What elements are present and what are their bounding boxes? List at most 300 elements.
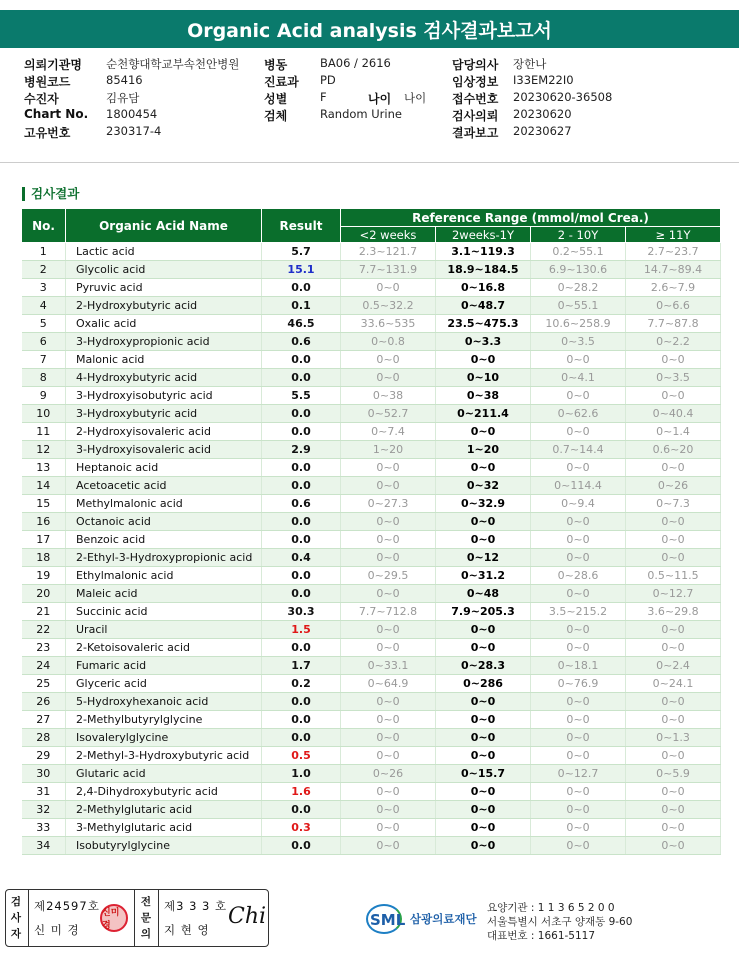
info-value-v3: 20230627 — [513, 124, 572, 138]
cell-r2: 0~0 — [436, 693, 531, 711]
cell-result: 30.3 — [262, 603, 341, 621]
cell-r2: 0~48 — [436, 585, 531, 603]
cell-no: 33 — [22, 819, 66, 837]
info-label-l1: 수진자 — [24, 92, 59, 106]
cell-result: 0.3 — [262, 819, 341, 837]
specialist-signature: Chi — [228, 904, 267, 929]
sml-logo-icon: SML — [366, 902, 408, 936]
cell-r1: 0~0 — [341, 711, 436, 729]
cell-no: 21 — [22, 603, 66, 621]
cell-no: 29 — [22, 747, 66, 765]
cell-result: 0.0 — [262, 369, 341, 387]
cell-r3: 0~0 — [531, 351, 626, 369]
cell-r4: 0~0 — [626, 837, 721, 855]
cell-name: 2-Methylglutaric acid — [66, 801, 262, 819]
cell-result: 46.5 — [262, 315, 341, 333]
cell-r3: 0~18.1 — [531, 657, 626, 675]
table-row — [22, 621, 721, 639]
cell-no: 23 — [22, 639, 66, 657]
cell-name: Fumaric acid — [66, 657, 262, 675]
cell-r1: 0~27.3 — [341, 495, 436, 513]
cell-r3: 0.2~55.1 — [531, 243, 626, 261]
info-label-l2: 병동 — [264, 58, 288, 72]
cell-no: 6 — [22, 333, 66, 351]
results-table — [21, 208, 721, 855]
cell-r4: 2.7~23.7 — [626, 243, 721, 261]
cell-r1: 0~0.8 — [341, 333, 436, 351]
address-line-2: 서울특별시 서초구 양재동 9-60 — [487, 916, 633, 928]
cell-r2: 23.5~475.3 — [436, 315, 531, 333]
cell-r2: 0~48.7 — [436, 297, 531, 315]
cell-r1: 0~0 — [341, 549, 436, 567]
cell-result: 0.1 — [262, 297, 341, 315]
cell-result: 0.0 — [262, 423, 341, 441]
cell-r3: 0~3.5 — [531, 333, 626, 351]
cell-r2: 0~28.3 — [436, 657, 531, 675]
cell-name: 2-Ketoisovaleric acid — [66, 639, 262, 657]
cell-r2: 0~32.9 — [436, 495, 531, 513]
cell-name: 3-Hydroxypropionic acid — [66, 333, 262, 351]
cell-r1: 0~64.9 — [341, 675, 436, 693]
cell-result: 1.6 — [262, 783, 341, 801]
info-label-l3: 검사의뢰 — [452, 109, 499, 123]
cell-r1: 7.7~131.9 — [341, 261, 436, 279]
cell-no: 1 — [22, 243, 66, 261]
cell-r3: 0~0 — [531, 423, 626, 441]
cell-r3: 0~0 — [531, 837, 626, 855]
info-label-l2b: 나이 — [368, 92, 392, 106]
cell-r2: 3.1~119.3 — [436, 243, 531, 261]
cell-name: Isovalerylglycine — [66, 729, 262, 747]
cell-r2: 0~31.2 — [436, 567, 531, 585]
cell-no: 14 — [22, 477, 66, 495]
cell-r4: 0~0 — [626, 549, 721, 567]
table-row — [22, 585, 721, 603]
specialist-name: 지 현 영 — [164, 923, 210, 937]
cell-name: Oxalic acid — [66, 315, 262, 333]
info-label-l3: 담당의사 — [452, 58, 499, 72]
cell-r1: 0~33.1 — [341, 657, 436, 675]
cell-r2: 0~0 — [436, 351, 531, 369]
cell-r1: 0~0 — [341, 585, 436, 603]
info-value-v1: 1800454 — [106, 107, 158, 121]
header-reference: Reference Range (mmol/mol Crea.) — [341, 209, 721, 227]
info-value-v2: Random Urine — [320, 107, 402, 121]
cell-r4: 3.6~29.8 — [626, 603, 721, 621]
cell-r4: 0~0 — [626, 513, 721, 531]
table-row — [22, 567, 721, 585]
cell-r3: 0.7~14.4 — [531, 441, 626, 459]
cell-no: 15 — [22, 495, 66, 513]
header-ref-1: <2 weeks — [341, 227, 436, 243]
table-row — [22, 801, 721, 819]
cell-r4: 0~5.9 — [626, 765, 721, 783]
specialist-id: 제3 3 3 호 — [164, 899, 228, 913]
cell-r3: 0~0 — [531, 549, 626, 567]
divider — [0, 162, 739, 163]
info-value-v2: F — [320, 90, 327, 104]
cell-name: Isobutyrylglycine — [66, 837, 262, 855]
cell-name: 2-Hydroxyisovaleric acid — [66, 423, 262, 441]
cell-r1: 0~0 — [341, 639, 436, 657]
cell-r4: 0~24.1 — [626, 675, 721, 693]
cell-r1: 0~0 — [341, 801, 436, 819]
table-row — [22, 261, 721, 279]
table-row — [22, 405, 721, 423]
cell-r2: 0~0 — [436, 747, 531, 765]
cell-no: 11 — [22, 423, 66, 441]
table-row — [22, 243, 721, 261]
cell-r2: 7.9~205.3 — [436, 603, 531, 621]
cell-r4: 0~1.3 — [626, 729, 721, 747]
cell-r4: 0~12.7 — [626, 585, 721, 603]
cell-r3: 0~0 — [531, 621, 626, 639]
cell-result: 0.0 — [262, 459, 341, 477]
info-row — [24, 90, 724, 107]
cell-name: 3-Methylglutaric acid — [66, 819, 262, 837]
cell-r1: 0~7.4 — [341, 423, 436, 441]
cell-result: 0.0 — [262, 477, 341, 495]
cell-r4: 0~0 — [626, 387, 721, 405]
table-row — [22, 351, 721, 369]
info-label-l2: 검체 — [264, 109, 288, 123]
cell-r1: 2.3~121.7 — [341, 243, 436, 261]
cell-r3: 0~0 — [531, 711, 626, 729]
cell-no: 4 — [22, 297, 66, 315]
table-row — [22, 441, 721, 459]
cell-no: 10 — [22, 405, 66, 423]
cell-result: 2.9 — [262, 441, 341, 459]
cell-r3: 0~0 — [531, 459, 626, 477]
cell-no: 5 — [22, 315, 66, 333]
table-row — [22, 837, 721, 855]
cell-result: 0.0 — [262, 711, 341, 729]
info-value-v3: I33EM22I0 — [513, 73, 574, 87]
table-row — [22, 711, 721, 729]
address-line-1: 요양기관 : 1 1 3 6 5 2 0 0 — [487, 902, 615, 914]
cell-r1: 0~52.7 — [341, 405, 436, 423]
cell-result: 0.0 — [262, 837, 341, 855]
table-row — [22, 603, 721, 621]
cell-r2: 18.9~184.5 — [436, 261, 531, 279]
cell-r3: 0~4.1 — [531, 369, 626, 387]
cell-no: 9 — [22, 387, 66, 405]
cell-r2: 0~3.3 — [436, 333, 531, 351]
cell-r3: 0~0 — [531, 693, 626, 711]
cell-r1: 0~0 — [341, 783, 436, 801]
cell-no: 30 — [22, 765, 66, 783]
examiner-name: 신 미 경 — [34, 923, 80, 937]
cell-r3: 10.6~258.9 — [531, 315, 626, 333]
cell-r4: 0~0 — [626, 351, 721, 369]
cell-r2: 0~0 — [436, 819, 531, 837]
info-value-v3: 20230620-36508 — [513, 90, 613, 104]
cell-r2: 0~0 — [436, 531, 531, 549]
cell-r4: 0~40.4 — [626, 405, 721, 423]
lab-name: 삼광의료재단 — [410, 912, 477, 926]
cell-r3: 0~0 — [531, 387, 626, 405]
cell-name: 2,4-Dihydroxybutyric acid — [66, 783, 262, 801]
table-row — [22, 765, 721, 783]
info-row — [24, 73, 724, 90]
cell-no: 2 — [22, 261, 66, 279]
header-name: Organic Acid Name — [66, 209, 262, 243]
cell-name: 2-Methylbutyrylglycine — [66, 711, 262, 729]
cell-no: 12 — [22, 441, 66, 459]
table-row — [22, 747, 721, 765]
info-label-l3: 임상정보 — [452, 75, 499, 89]
cell-r1: 0.5~32.2 — [341, 297, 436, 315]
cell-r4: 0~7.3 — [626, 495, 721, 513]
cell-name: 2-Ethyl-3-Hydroxypropionic acid — [66, 549, 262, 567]
cell-r1: 0~29.5 — [341, 567, 436, 585]
table-row — [22, 315, 721, 333]
examiner-label: 검 사 자 — [10, 896, 22, 940]
cell-result: 0.5 — [262, 747, 341, 765]
cell-r2: 0~0 — [436, 639, 531, 657]
info-label-l2: 성별 — [264, 92, 288, 106]
cell-result: 0.0 — [262, 351, 341, 369]
table-row — [22, 531, 721, 549]
cell-r4: 0~0 — [626, 801, 721, 819]
cell-result: 0.0 — [262, 567, 341, 585]
cell-no: 16 — [22, 513, 66, 531]
cell-result: 0.0 — [262, 585, 341, 603]
cell-result: 0.6 — [262, 333, 341, 351]
cell-result: 0.2 — [262, 675, 341, 693]
cell-r1: 0~0 — [341, 621, 436, 639]
cell-result: 1.5 — [262, 621, 341, 639]
section-title: 검사결과 — [22, 187, 79, 201]
lab-logo — [366, 902, 477, 936]
cell-no: 28 — [22, 729, 66, 747]
cell-r3: 0~114.4 — [531, 477, 626, 495]
cell-r1: 0~0 — [341, 369, 436, 387]
info-value-v1: 85416 — [106, 73, 143, 87]
table-row — [22, 495, 721, 513]
cell-result: 0.4 — [262, 549, 341, 567]
cell-result: 0.0 — [262, 639, 341, 657]
cell-name: Pyruvic acid — [66, 279, 262, 297]
cell-r4: 0~3.5 — [626, 369, 721, 387]
signature-box — [5, 889, 269, 947]
cell-name: Glutaric acid — [66, 765, 262, 783]
cell-r4: 0~1.4 — [626, 423, 721, 441]
cell-r3: 0~0 — [531, 801, 626, 819]
cell-r4: 14.7~89.4 — [626, 261, 721, 279]
cell-r1: 0~0 — [341, 819, 436, 837]
info-label-l1: Chart No. — [24, 107, 89, 121]
cell-r1: 0~0 — [341, 693, 436, 711]
cell-no: 25 — [22, 675, 66, 693]
cell-r3: 0~12.7 — [531, 765, 626, 783]
lab-address — [487, 901, 632, 943]
cell-r1: 0~0 — [341, 747, 436, 765]
cell-r3: 6.9~130.6 — [531, 261, 626, 279]
info-row — [24, 107, 724, 124]
cell-no: 8 — [22, 369, 66, 387]
examiner-stamp: 신미경 — [100, 904, 128, 932]
cell-r3: 0~0 — [531, 819, 626, 837]
cell-r4: 0.5~11.5 — [626, 567, 721, 585]
cell-r3: 0~62.6 — [531, 405, 626, 423]
cell-result: 1.7 — [262, 657, 341, 675]
cell-name: 4-Hydroxybutyric acid — [66, 369, 262, 387]
cell-r1: 0~38 — [341, 387, 436, 405]
cell-name: Succinic acid — [66, 603, 262, 621]
cell-no: 18 — [22, 549, 66, 567]
table-row — [22, 819, 721, 837]
cell-r1: 1~20 — [341, 441, 436, 459]
specialist-label: 전 문 의 — [140, 896, 152, 940]
cell-result: 0.0 — [262, 405, 341, 423]
cell-no: 27 — [22, 711, 66, 729]
cell-result: 0.0 — [262, 513, 341, 531]
cell-r3: 0~28.6 — [531, 567, 626, 585]
table-row — [22, 387, 721, 405]
cell-r3: 0~0 — [531, 783, 626, 801]
table-row — [22, 513, 721, 531]
cell-no: 20 — [22, 585, 66, 603]
table-row — [22, 729, 721, 747]
cell-no: 13 — [22, 459, 66, 477]
header-ref-2: 2weeks-1Y — [436, 227, 531, 243]
report-title: Organic Acid analysis 검사결과보고서 — [0, 10, 739, 48]
cell-r2: 0~0 — [436, 711, 531, 729]
examiner-id: 제24597호 — [34, 899, 100, 913]
cell-r4: 0~0 — [626, 747, 721, 765]
cell-r1: 0~0 — [341, 837, 436, 855]
cell-name: Ethylmalonic acid — [66, 567, 262, 585]
cell-name: Uracil — [66, 621, 262, 639]
cell-r2: 0~16.8 — [436, 279, 531, 297]
cell-r4: 7.7~87.8 — [626, 315, 721, 333]
table-row — [22, 693, 721, 711]
cell-r3: 0~9.4 — [531, 495, 626, 513]
cell-r2: 0~286 — [436, 675, 531, 693]
cell-name: Benzoic acid — [66, 531, 262, 549]
cell-name: 3-Hydroxybutyric acid — [66, 405, 262, 423]
cell-result: 5.7 — [262, 243, 341, 261]
info-value-v3: 20230620 — [513, 107, 572, 121]
cell-no: 19 — [22, 567, 66, 585]
cell-r4: 0~2.2 — [626, 333, 721, 351]
cell-r4: 0~2.4 — [626, 657, 721, 675]
cell-name: 3-Hydroxyisobutyric acid — [66, 387, 262, 405]
table-row — [22, 549, 721, 567]
info-value-v1: 230317-4 — [106, 124, 162, 138]
cell-result: 0.0 — [262, 531, 341, 549]
cell-r3: 0~55.1 — [531, 297, 626, 315]
cell-r1: 0~0 — [341, 351, 436, 369]
cell-r3: 0~0 — [531, 747, 626, 765]
table-row — [22, 477, 721, 495]
cell-r2: 0~0 — [436, 729, 531, 747]
cell-r1: 0~0 — [341, 531, 436, 549]
cell-name: Lactic acid — [66, 243, 262, 261]
cell-r2: 0~0 — [436, 783, 531, 801]
info-label-l1: 고유번호 — [24, 126, 71, 140]
cell-r2: 0~38 — [436, 387, 531, 405]
cell-result: 0.0 — [262, 693, 341, 711]
info-label-l2: 진료과 — [264, 75, 299, 89]
cell-name: Maleic acid — [66, 585, 262, 603]
cell-r2: 0~32 — [436, 477, 531, 495]
cell-r4: 0~26 — [626, 477, 721, 495]
cell-r3: 0~0 — [531, 729, 626, 747]
cell-r4: 0~0 — [626, 621, 721, 639]
cell-r3: 0~0 — [531, 531, 626, 549]
cell-result: 0.0 — [262, 279, 341, 297]
cell-no: 3 — [22, 279, 66, 297]
cell-name: 2-Hydroxybutyric acid — [66, 297, 262, 315]
info-row — [24, 124, 724, 141]
cell-name: 5-Hydroxyhexanoic acid — [66, 693, 262, 711]
info-value-v3: 장한나 — [513, 57, 547, 71]
cell-r1: 0~0 — [341, 729, 436, 747]
cell-result: 5.5 — [262, 387, 341, 405]
cell-r4: 0~0 — [626, 783, 721, 801]
cell-no: 17 — [22, 531, 66, 549]
cell-r4: 0~0 — [626, 531, 721, 549]
cell-no: 26 — [22, 693, 66, 711]
cell-result: 0.6 — [262, 495, 341, 513]
info-value-v1: 김유담 — [106, 91, 140, 105]
patient-info — [24, 56, 724, 141]
cell-name: Methylmalonic acid — [66, 495, 262, 513]
cell-name: 2-Methyl-3-Hydroxybutyric acid — [66, 747, 262, 765]
table-row — [22, 333, 721, 351]
cell-r4: 0~0 — [626, 711, 721, 729]
table-row — [22, 369, 721, 387]
header-ref-4: ≥ 11Y — [626, 227, 721, 243]
table-row — [22, 459, 721, 477]
cell-r3: 0~0 — [531, 585, 626, 603]
table-row — [22, 279, 721, 297]
info-value-v2b: 나이 — [404, 91, 427, 105]
cell-r2: 0~0 — [436, 801, 531, 819]
info-label-l1: 의뢰기관명 — [24, 58, 82, 72]
cell-r1: 0~0 — [341, 459, 436, 477]
cell-result: 0.0 — [262, 729, 341, 747]
cell-r3: 3.5~215.2 — [531, 603, 626, 621]
cell-name: Glycolic acid — [66, 261, 262, 279]
cell-no: 22 — [22, 621, 66, 639]
table-row — [22, 423, 721, 441]
cell-r3: 0~0 — [531, 639, 626, 657]
cell-r4: 0~0 — [626, 639, 721, 657]
cell-r2: 0~12 — [436, 549, 531, 567]
cell-result: 1.0 — [262, 765, 341, 783]
cell-r2: 0~15.7 — [436, 765, 531, 783]
cell-name: Malonic acid — [66, 351, 262, 369]
cell-r2: 1~20 — [436, 441, 531, 459]
cell-r2: 0~211.4 — [436, 405, 531, 423]
cell-name: Octanoic acid — [66, 513, 262, 531]
cell-r2: 0~10 — [436, 369, 531, 387]
header-ref-3: 2 - 10Y — [531, 227, 626, 243]
table-row — [22, 783, 721, 801]
cell-r3: 0~76.9 — [531, 675, 626, 693]
cell-no: 31 — [22, 783, 66, 801]
cell-r1: 33.6~535 — [341, 315, 436, 333]
info-value-v2: PD — [320, 73, 336, 87]
info-label-l3: 결과보고 — [452, 126, 499, 140]
cell-name: Heptanoic acid — [66, 459, 262, 477]
cell-result: 0.0 — [262, 801, 341, 819]
info-row — [24, 56, 724, 73]
cell-r1: 7.7~712.8 — [341, 603, 436, 621]
